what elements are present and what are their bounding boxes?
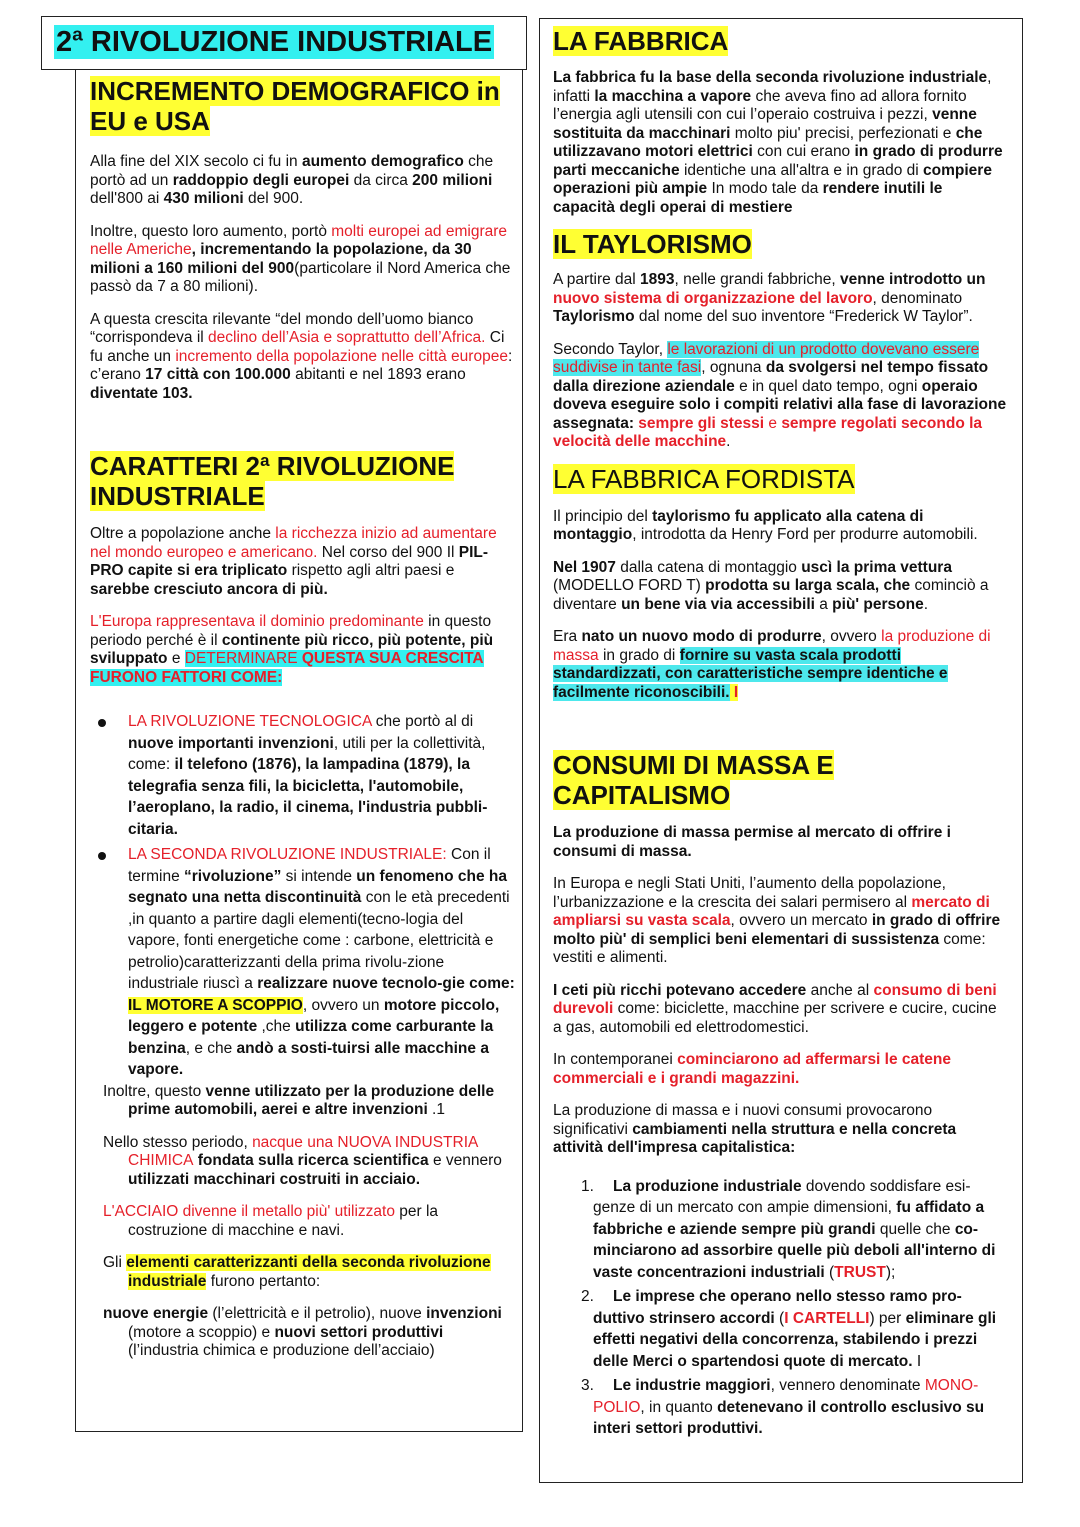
paragraph: Era nato un nuovo modo di produrre, ovvero la produzione di massa in grado di fornire su vasta scala prodotti standardizzati, con caratteristiche sempre identiche e facilmente riconoscibili. I [553,628,991,701]
section-heading-consumi: CONSUMI DI MASSA E CAPITALISMO [553,750,834,810]
list-item: LA RIVOLUZIONE TECNOLOGICA che portò al di nuove importanti invenzioni, utili per la collettività, come: il telefono (1876), la lampadina (1879), la telegrafia senza fili, la bicicletta, l'automobile, l’aeroplano, la radio, il cinema, l'industria pubbli-citaria. [90,711,515,840]
page-title: 2ª RIVOLUZIONE INDUSTRIALE [56,26,493,58]
bullet-icon [98,852,106,860]
paragraph: Nello stesso periodo, nacque una NUOVA INDUSTRIA CHIMICA fondata sulla ricerca scientifica e vennero utilizzati macchinari costruiti in acciaio. [103,1133,502,1188]
page-title-box [41,16,527,70]
factors-list [90,711,515,1081]
section-heading-taylorismo: IL TAYLORISMO [553,229,752,259]
list-number: 2. [581,1288,594,1305]
paragraph: Oltre a popolazione anche la ricchezza inizio ad aumentare nel mondo europeo e americano. Nel corso del 900 Il PIL-PRO capite si era triplicato rispetto agli altri paesi e sarebbe cresciuto ancora di più. [90,525,497,598]
paragraph: In Europa e negli Stati Uniti, l’aumento della popolazione, l’urbanizzazione e la crescita dei salari permisero al mercato di ampliarsi su vasta scala, ovvero un mercato in grado di offrire molto più' di semplici beni elementari di sussistenza come: vestiti e alimenti. [553,875,1001,966]
paragraph: A partire dal 1893, nelle grandi fabbriche, venne introdotto un nuovo sistema di organizzazione del lavoro, denominato Taylorismo dal nome del suo inventore “Frederick W Taylor”. [553,271,986,325]
paragraph: L'Europa rappresentava il dominio predominante in questo periodo perché è il continente più ricco, più potente, più sviluppato e DETERMINARE QUESTA SUA CRESCITA FURONO FATTORI COME: [90,613,494,686]
left-column [90,76,515,1361]
section-heading-caratteri: CARATTERI 2ª RIVOLUZIONE INDUSTRIALE [90,451,455,511]
numbered-list [553,1176,1008,1440]
paragraph: L'ACCIAIO divenne il metallo più' utilizzato per la costruzione di macchine e navi. [103,1203,439,1239]
right-column [553,26,1008,1440]
paragraph: A questa crescita rilevante “del mondo dell’uomo bianco “corrispondeva il declino dell’Asia e soprattutto dell’Africa. Ci fu anche un incremento della popolazione nelle città europee: c’erano 17 città con 100.000 abitanti e nel 1893 erano diventate 103. [90,310,513,402]
paragraph: La produzione di massa permise al mercato di offrire i consumi di massa. [553,824,951,860]
paragraph: Inoltre, questo loro aumento, portò molti europei ad emigrare nelle Americhe, incrementando la popolazione, da 30 milioni a 160 milioni del 900(particolare il Nord America che passò da 7 a 80 milioni). [90,222,511,295]
bullet-icon [98,719,106,727]
paragraph: Alla fine del XIX secolo ci fu in aumento demografico che portò ad un raddoppio degli europei da circa 200 milioni dell'800 ai 430 milioni del 900. [90,153,494,207]
section-heading-fordista: LA FABBRICA FORDISTA [553,463,855,494]
paragraph: I ceti più ricchi potevano accedere anche al consumo di beni durevoli come: biciclette, macchine per scrivere e cucire, cucine a gas, automobili ed elettrodomestici. [553,981,997,1036]
list-number: 1. [581,1177,594,1195]
section-heading-demografico: INCREMENTO DEMOGRAFICO in EU e USA [90,76,500,136]
list-item: LA SECONDA RIVOLUZIONE INDUSTRIALE: Con il termine “rivoluzione” si intende un fenomeno che ha segnato una netta discontinuità con le età precedenti ,in quanto a partire dagli elementi(tecno-logia del vapore, fonti energetiche come : carbone, elettricità e petrolio)caratterizzanti della prima rivolu-zione industriale riuscì a realizzare nuove tecnolo-gie come: IL MOTORE A SCOPPIO, ovvero un motore piccolo, leggero e potente ,che utilizza come carburante la benzina, e che andò a sosti-tuirsi alle macchine a vapore. [90,844,515,1081]
paragraph: In contemporanei cominciarono ad affermarsi le catene commerciali e i grandi magazzini. [553,1051,952,1087]
paragraph: Inoltre, questo venne utilizzato per la produzione delle prime automobili, aerei e altre invenzioni .1 [103,1082,495,1118]
list-item: 1. La produzione industriale dovendo soddisfare esi-genze di un mercato con ampie dimensioni, fu affidato a fabbriche e aziende sempre più grandi quelle che co-minciarono ad assorbire quelle più deboli all'interno di vaste concentrazioni industriali (TRUST); [581,1177,996,1281]
paragraph: La fabbrica fu la base della seconda rivoluzione industriale, infatti la macchina a vapore che aveva fino ad allora fornito l’energia agli utensili con cui l’operaio costruiva i pezzi, venne sostituita da macchinari molto piu' precisi, perfezionati e che utilizzavano motori elettrici con cui erano in grado di produrre parti meccaniche identiche una all'altra e in grado di compiere operazioni più ampie In modo tale da rendere inutili le capacità degli operai di mestiere [553,69,1003,216]
paragraph: Secondo Taylor, le lavorazioni di un prodotto dovevano essere suddivise in tante fasi, ognuna da svolgersi nel tempo fissato dalla direzione aziendale e in quel dato tempo, ogni operaio doveva eseguire solo i compiti relativi alla fase di lavorazione assegnata: sempre gli stessi e sempre regolati secondo la velocità delle macchine. [553,340,1007,450]
section-heading-fabbrica: LA FABBRICA [553,26,729,56]
paragraph: Gli elementi caratterizzanti della seconda rivoluzione industriale furono pertanto: [103,1254,491,1290]
paragraph: nuove energie (l’elettricità e il petrolio), nuove invenzioni (motore a scoppio) e nuovi settori produttivi (l’industria chimica e produzione dell’acciaio) [103,1305,502,1359]
list-number: 3. [581,1377,594,1394]
paragraph: Il principio del taylorismo fu applicato alla catena di montaggio, introdotta da Henry Ford per produrre automobili. [553,507,978,543]
list-item: 2. Le imprese che operano nello stesso ramo pro-duttivo strinsero accordi (I CARTELLI) per eliminare gli effetti negativi della concorrenza, stabilendo i prezzi delle Merci o spartendosi quote di mercato. I [581,1288,997,1370]
paragraph: Nel 1907 dalla catena di montaggio uscì la prima vettura (MODELLO FORD T) prodotta su larga scala, che cominciò a diventare un bene via via accessibili a più' persone. [553,558,989,613]
paragraph: La produzione di massa e i nuovi consumi provocarono significativi cambiamenti nella struttura e nella concreta attività dell'impresa capitalistica: [553,1102,957,1156]
list-item: 3. Le industrie maggiori, vennero denominate MONO-POLIO, in quanto detenevano il controllo esclusivo su interi settori produttivi. [581,1377,985,1437]
